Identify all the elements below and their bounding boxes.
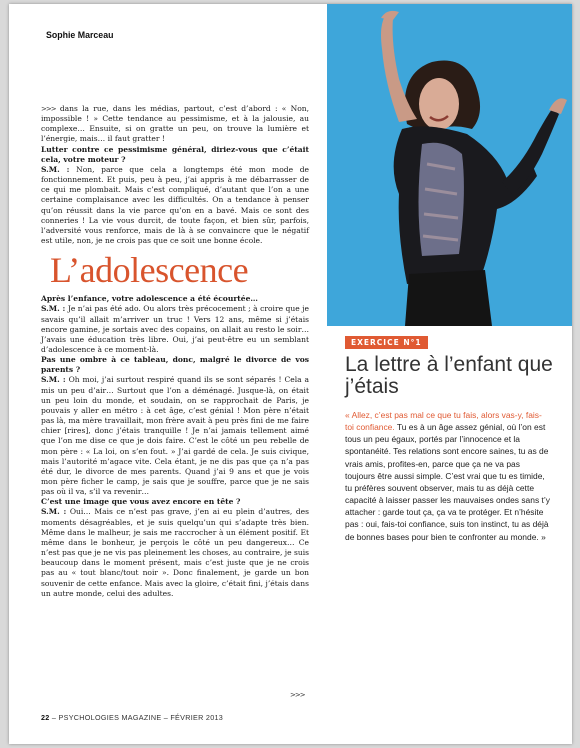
article-column xyxy=(41,104,309,599)
question-4: C’est une image que vous avez encore en tête ? xyxy=(41,497,241,507)
portrait-photo xyxy=(327,4,572,326)
page-footer xyxy=(41,713,223,722)
answer-1-text: Non, parce que cela a longtemps été mon mode de fonctionnement. Et puis, peu à peu, j’ai appris à me débarrasser de ce qui me plombait. Mais c’est compliqué, d’autant que l’on a une certaine complaisance avec les difficultés. On a tendance à penser qu’on réussit dans la vie parce qu’on en a bavé. Mais ce sont des conneries ! La vie vous durcit, de toute façon, et bien sûr, parfois, l’adversité vous renforce, mais de là à se convaincre que le négatif est utile, non, je ne crois pas que ce soit une bonne école. xyxy=(41,164,309,246)
continue-arrows-bottom: >>> xyxy=(290,691,305,699)
answer-3-text: Oh moi, j’ai surtout respiré quand ils se sont séparés ! Cela a mis un peu d’air… Surtout que l’on a déménagé. Jusque-là, on était un peu loin du monde, et soudain, on se rapprochait de Paris, je pouvais y aller en métro : à cet âge, c’est génial ! Mon père n’était pas là, ma mère travaillait, mon frère avait à peu près fini de me faire chier [rires], donc j’étais tranquille ! Je n’ai jamais tellement aimé que l’on me dise ce que je dois faire. C’est le côté un peu rebelle de mon père : « La loi, on s’en fout. » J’ai gardé de cela. Je suis civique, mais l’autorité m’agace vite. Cela étant, je ne dis pas que ça n’a pas été dur, le divorce de mes parents. Quand j’ai 9 ans et que je vois mon père ficher le camp, je sais que je souffre, parce que je ne sais pas où il va, s’il va revenir… xyxy=(41,375,309,497)
speaker-label: S.M. : xyxy=(41,375,66,385)
exercise-body xyxy=(345,409,550,543)
running-head-author: Sophie Marceau xyxy=(46,30,114,40)
answer-4-text: Oui… Mais ce n’est pas grave, j’en ai eu plein d’autres, des moments désagréables, et je suis quelqu’un qui s’adapte très bien. Même dans le malheur, je sais me raccrocher à un élément positif. Et même dans le bonheur, je perçois le côté un peu dangereux… Ce n’est pas que je ne vis pas pleinement les choses, au contraire, je suis beaucoup dans le moment présent, mais c’est juste que je ne crois pas au « tout blanc/tout noir ». Donc finalement, je garde un bon souvenir de cette enfance. Mais avec la gloire, c’était fini, j’étais dans un autre monde, celui des adultes. xyxy=(41,507,310,598)
speaker-label: S.M. : xyxy=(41,304,66,314)
answer-1 xyxy=(41,165,309,246)
answer-4 xyxy=(41,507,309,598)
exercise-badge: EXERCICE N°1 xyxy=(345,336,428,349)
answer-3 xyxy=(41,375,309,497)
question-2: Après l’enfance, votre adolescence a été écourtée… xyxy=(41,294,258,304)
answer-2-text: Je n’ai pas été ado. Ou alors très précocement ; à croire que je savais qu’il allait m’arriver un truc ! Vers 12 ans, même si j’étais encore gamine, je sortais avec des copains, on allait au resto le soir… J’avais une éducation très libre. Oui, j’ai peut-être eu un semblant d’adolescence à ce moment-là. xyxy=(41,304,309,354)
question-3: Pas une ombre à ce tableau, donc, malgré le divorce de vos parents ? xyxy=(41,355,309,375)
intro-text: dans la rue, dans les médias, partout, c’est d’abord : « Non, impossible ! » Cette tendance au pessimisme, et à la jalousie, au complexe… Ensuite, si on gratte un peu, on trouve la lumière et l’énergie, mais… il faut gratter ! xyxy=(41,104,309,144)
speaker-label: S.M. : xyxy=(41,164,70,174)
continue-arrows: >>> xyxy=(41,105,56,113)
answer-2 xyxy=(41,304,309,355)
intro-paragraph xyxy=(41,104,309,145)
exercise-lead: « Allez, c’est pas mal ce que tu fais, alors vas-y, fais-toi confiance. xyxy=(345,410,542,433)
portrait-illustration xyxy=(327,4,572,326)
magazine-page xyxy=(9,4,572,744)
exercise-title: La lettre à l’enfant que j’étais xyxy=(345,353,553,398)
section-title: L’adolescence xyxy=(50,250,249,291)
speaker-label: S.M. : xyxy=(41,507,67,517)
question-1: Lutter contre ce pessimisme général, diriez-vous que c’était cela, votre moteur ? xyxy=(41,144,309,164)
exercise-text: Tu es à un âge assez génial, où l’on est tous un peu égaux, portés par l’innocence et la spontanéité. Tes relations sont encore saines, tu as de vrais amis, profites-en, parce que ça ne va pas toujours être aussi simple. C’est vrai que tu es timide, tu préfères souvent observer, mais tu as déjà cette capacité à laisser passer les mauvaises ondes sans t’y attacher : garde tout ça, ça va te protéger. Et n’hésite pas : oui, fais-toi confiance, suis ton instinct, tu as déjà de bonnes bases pour bien te confronter au monde. » xyxy=(345,422,550,542)
page-number: 22 xyxy=(41,713,50,722)
magazine-info: – PSYCHOLOGIES MAGAZINE – FÉVRIER 2013 xyxy=(49,713,224,722)
